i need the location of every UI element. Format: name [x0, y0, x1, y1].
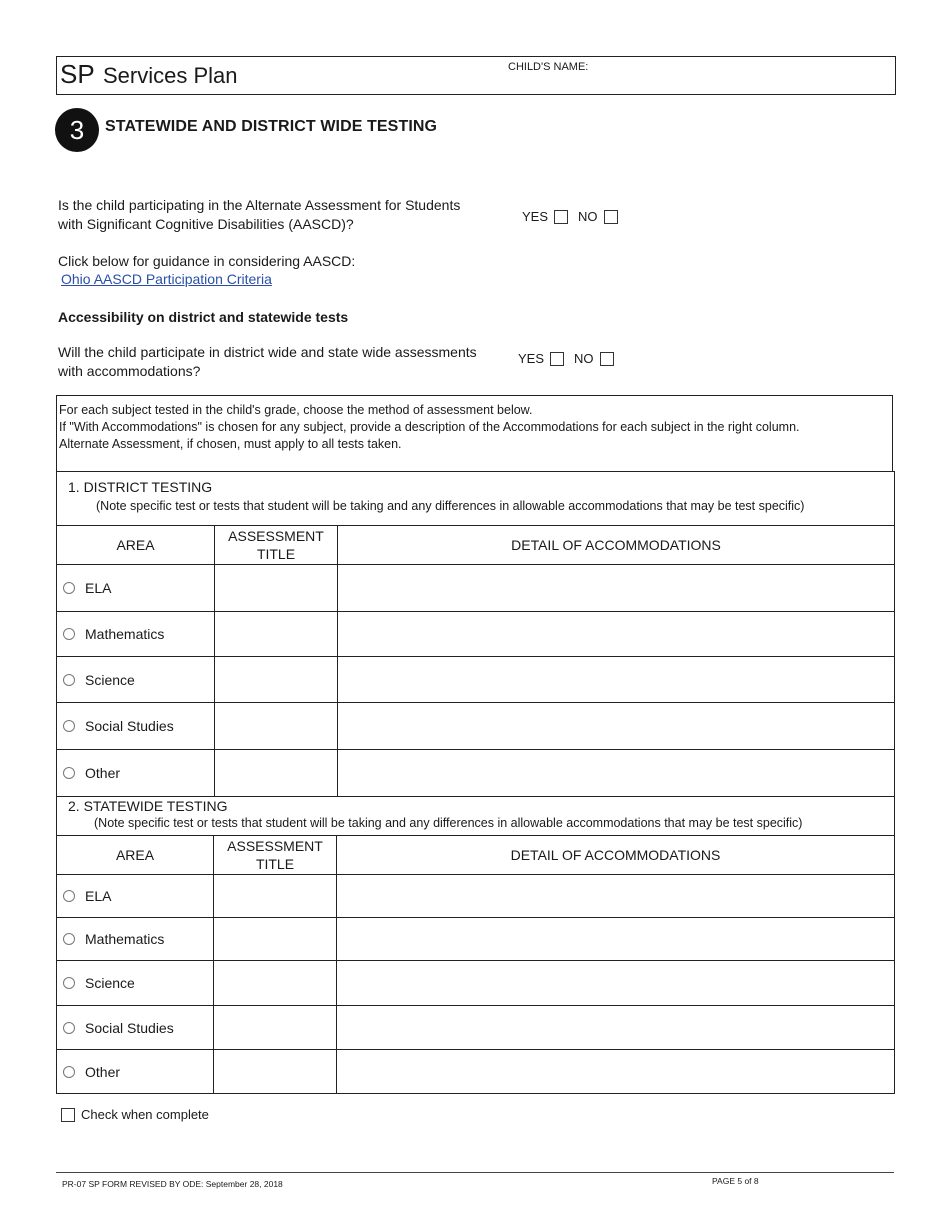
- area-cell: [57, 1050, 214, 1094]
- form-code: SP: [60, 59, 95, 89]
- accommodations-detail-cell[interactable]: [337, 1050, 895, 1094]
- complete-check: [61, 1107, 209, 1122]
- aascd-question-line2: with Significant Cognitive Disabilities (AASCD)?: [58, 216, 354, 232]
- assessment-title-cell[interactable]: [214, 1050, 337, 1094]
- statewide-testing-table: [56, 796, 895, 1094]
- statewide-ela-radio[interactable]: [63, 890, 75, 902]
- aascd-yes-label: YES: [522, 209, 549, 224]
- assessment-title-cell[interactable]: [214, 875, 337, 918]
- column-header-assessment-title: [214, 836, 337, 875]
- aascd-yes-no: [522, 209, 618, 224]
- accommodations-detail-cell[interactable]: [338, 703, 895, 750]
- area-label: Other: [85, 1063, 121, 1080]
- complete-checkbox-label: Check when complete: [81, 1107, 209, 1122]
- accessibility-heading: Accessibility on district and statewide tests: [58, 309, 349, 325]
- area-label: Science: [85, 975, 135, 991]
- instructions-box: [56, 395, 893, 471]
- aascd-question-line1: Is the child participating in the Alternate Assessment for Students: [58, 197, 461, 213]
- instructions-line3: Alternate Assessment, if chosen, must apply to all tests taken.: [59, 437, 402, 451]
- district-testing-table: [56, 471, 895, 797]
- section-number-badge: 3: [55, 108, 99, 152]
- aascd-yes-checkbox[interactable]: [554, 210, 568, 224]
- assessment-title-cell[interactable]: [214, 1006, 337, 1050]
- aascd-question: [58, 196, 460, 234]
- column-header-area: AREA: [57, 526, 215, 565]
- section-title: STATEWIDE AND DISTRICT WIDE TESTING: [105, 118, 438, 135]
- accommodations-detail-cell[interactable]: [337, 918, 895, 961]
- statewide-testing-header: [57, 797, 895, 836]
- district-testing-note: (Note specific test or tests that student will be taking and any differences in allowable accommodations that may be test specific): [96, 499, 805, 513]
- table-row: [57, 1006, 895, 1050]
- footer-page-number: PAGE 5 of 8: [712, 1176, 759, 1186]
- table-row: [57, 750, 895, 797]
- area-cell: [57, 750, 215, 797]
- area-label: Social Studies: [85, 1019, 174, 1036]
- area-label: Science: [85, 671, 135, 688]
- area-cell: [57, 961, 214, 1006]
- column-header-title: TITLE: [256, 546, 296, 562]
- area-cell: [57, 565, 215, 612]
- accommodations-detail-cell[interactable]: [337, 875, 895, 918]
- area-cell: [57, 918, 214, 961]
- district-testing-title: 1. DISTRICT TESTING: [68, 479, 213, 495]
- accommodations-question-line2: with accommodations?: [58, 363, 201, 379]
- assessment-title-cell[interactable]: [214, 918, 337, 961]
- area-cell: [57, 1006, 214, 1050]
- column-header-assessment: ASSESSMENT: [228, 528, 324, 544]
- column-header-assessment: ASSESSMENT: [227, 838, 323, 854]
- area-label: Mathematics: [85, 626, 165, 642]
- table-row: [57, 961, 895, 1006]
- table-row: [57, 703, 895, 750]
- instructions-line1: For each subject tested in the child's grade, choose the method of assessment below.: [59, 403, 533, 417]
- aascd-criteria-link[interactable]: Ohio AASCD Participation Criteria: [61, 271, 272, 287]
- accommodations-question: [58, 343, 477, 381]
- aascd-no-label: NO: [578, 209, 598, 224]
- aascd-no-checkbox[interactable]: [604, 210, 618, 224]
- table-row: [57, 657, 895, 703]
- assessment-title-cell[interactable]: [214, 961, 337, 1006]
- accommodations-no-label: NO: [574, 351, 594, 366]
- accommodations-detail-cell[interactable]: [338, 657, 895, 703]
- statewide-other-radio[interactable]: [63, 1066, 75, 1078]
- area-cell: [57, 657, 215, 703]
- district-science-radio[interactable]: [63, 674, 75, 686]
- district-social-studies-radio[interactable]: [63, 720, 75, 732]
- column-header-detail: DETAIL OF ACCOMMODATIONS: [338, 526, 895, 565]
- column-header-assessment-title: [215, 526, 338, 565]
- accommodations-no-checkbox[interactable]: [600, 352, 614, 366]
- statewide-science-radio[interactable]: [63, 977, 75, 989]
- area-label: ELA: [85, 888, 112, 904]
- aascd-guidance-text: Click below for guidance in considering AASCD:: [58, 253, 356, 269]
- table-row: [57, 875, 895, 918]
- footer-form-revision: PR-07 SP FORM REVISED BY ODE: September 28, 2018: [62, 1179, 283, 1189]
- table-row: [57, 1050, 895, 1094]
- accommodations-detail-cell[interactable]: [337, 961, 895, 1006]
- accommodations-question-line1: Will the child participate in district wide and state wide assessments: [58, 344, 477, 360]
- column-header-area: AREA: [57, 836, 214, 875]
- accommodations-yes-label: YES: [518, 351, 545, 366]
- statewide-mathematics-radio[interactable]: [63, 933, 75, 945]
- area-label: Other: [85, 765, 121, 781]
- complete-checkbox[interactable]: [61, 1108, 75, 1122]
- assessment-title-cell[interactable]: [215, 703, 338, 750]
- accommodations-yes-checkbox[interactable]: [550, 352, 564, 366]
- assessment-title-cell[interactable]: [215, 657, 338, 703]
- accommodations-detail-cell[interactable]: [338, 750, 895, 797]
- table-row: [57, 612, 895, 657]
- district-testing-header: [57, 472, 895, 526]
- table-row: [57, 918, 895, 961]
- assessment-title-cell[interactable]: [215, 612, 338, 657]
- area-label: Social Studies: [85, 718, 174, 734]
- accommodations-detail-cell[interactable]: [338, 565, 895, 612]
- accommodations-detail-cell[interactable]: [338, 612, 895, 657]
- area-label: Mathematics: [85, 931, 165, 947]
- footer-divider: [56, 1172, 894, 1173]
- district-other-radio[interactable]: [63, 767, 75, 779]
- statewide-testing-note: (Note specific test or tests that student will be taking and any differences in allowable accommodations that may be test specific): [94, 816, 803, 830]
- district-ela-radio[interactable]: [63, 582, 75, 594]
- child-name-input[interactable]: [592, 58, 892, 78]
- area-cell: [57, 612, 215, 657]
- district-mathematics-radio[interactable]: [63, 628, 75, 640]
- instructions-line2: If "With Accommodations" is chosen for any subject, provide a description of the Accommodations for each subject in the right column.: [59, 420, 800, 434]
- area-cell: [57, 875, 214, 918]
- accommodations-yes-no: [518, 351, 614, 366]
- column-header-detail: DETAIL OF ACCOMMODATIONS: [337, 836, 895, 875]
- table-row: [57, 565, 895, 612]
- child-name-label: CHILD'S NAME:: [508, 61, 589, 73]
- area-label: ELA: [85, 580, 112, 596]
- area-cell: [57, 703, 215, 750]
- accommodations-detail-cell[interactable]: [337, 1006, 895, 1050]
- statewide-social-studies-radio[interactable]: [63, 1022, 75, 1034]
- assessment-title-cell[interactable]: [215, 565, 338, 612]
- statewide-testing-title: 2. STATEWIDE TESTING: [68, 798, 228, 814]
- form-title: Services Plan: [103, 63, 238, 88]
- assessment-title-cell[interactable]: [215, 750, 338, 797]
- column-header-title: TITLE: [255, 856, 295, 872]
